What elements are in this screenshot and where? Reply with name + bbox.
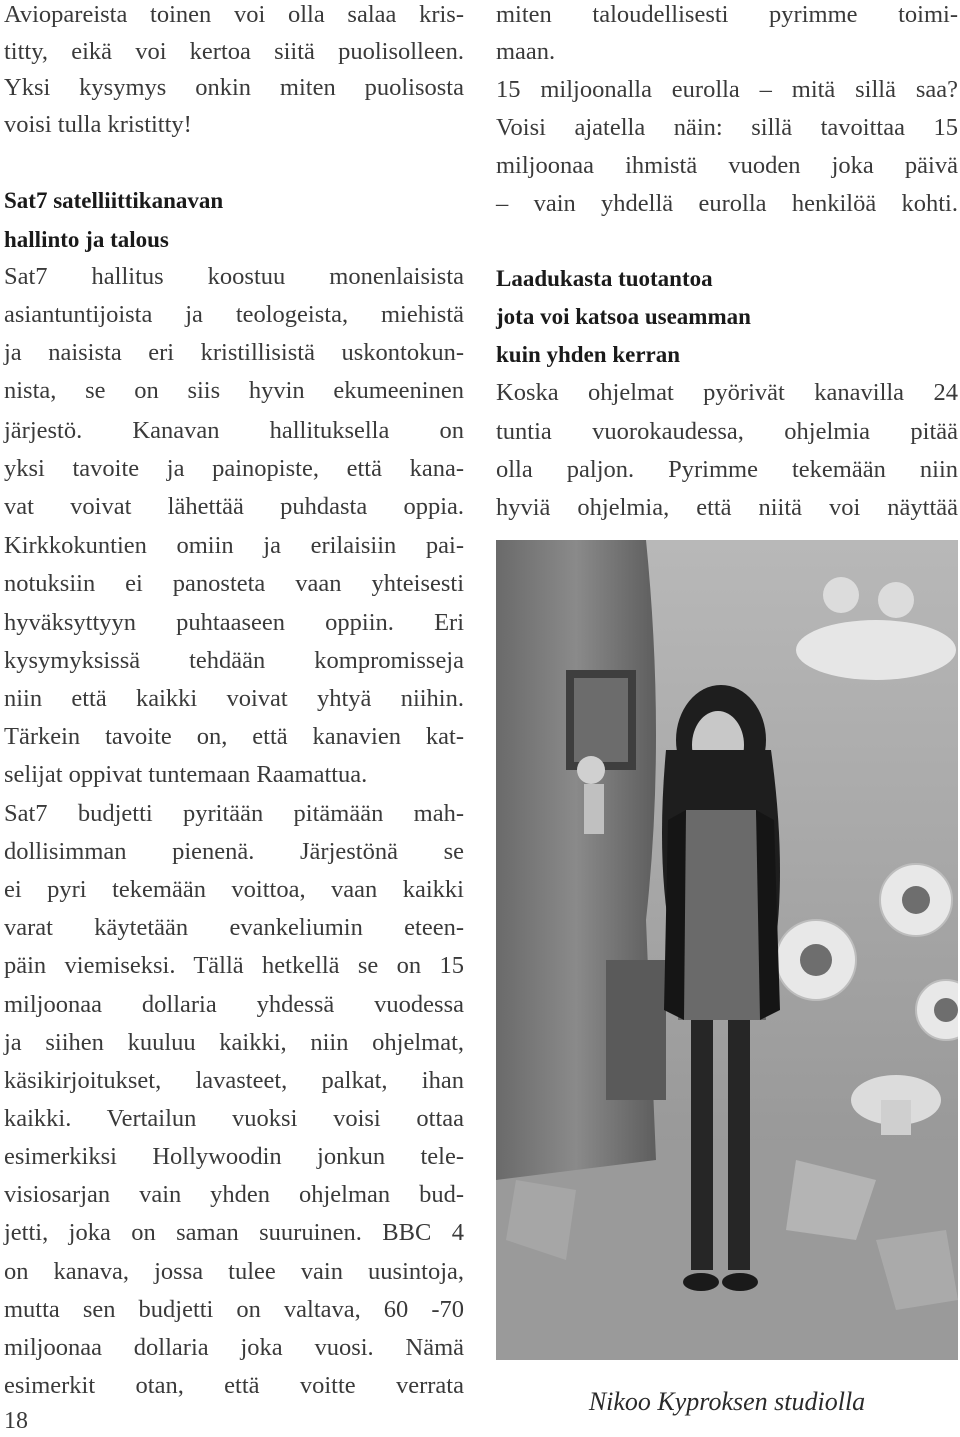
text-line: tuntia vuorokaudessa, ohjelmia pitää [496, 418, 958, 445]
text-line: varat käytetään evankeliumin eteen- [4, 914, 464, 941]
text-line: nista, se on siis hyvin ekumeeninen [4, 377, 464, 404]
text-line: Kirkkokuntien omiin ja erilaisiin pai- [4, 532, 464, 559]
text-line: jetti, joka on saman suuruinen. BBC 4 [4, 1219, 464, 1246]
text-line: Aviopareista toinen voi olla salaa kris- [4, 1, 464, 28]
text-line: esimerkit otan, että voitte verrata [4, 1372, 464, 1399]
text-line: Tärkein tavoite on, että kanavien kat- [4, 723, 464, 750]
text-line: visiosarjan vain yhden ohjelman bud- [4, 1181, 464, 1208]
text-line: on kanava, jossa tulee vain uusintoja, [4, 1258, 464, 1285]
text-line: yksi tavoite ja painopiste, että kana- [4, 455, 464, 482]
section-heading: jota voi katsoa useamman [496, 304, 751, 329]
section-heading: Laadukasta tuotantoa [496, 266, 713, 291]
text-line: hyviä ohjelmia, että niitä voi näyttää [496, 494, 958, 521]
text-line: hyväksyttyyn puhtaaseen oppiin. Eri [4, 609, 464, 636]
text-line: miljoonaa ihmistä vuoden joka päivä [496, 152, 958, 179]
text-line: miten taloudellisesti pyrimme toimi- [496, 1, 958, 28]
text-line: Sat7 budjetti pyritään pitämään mah- [4, 800, 464, 827]
section-heading: kuin yhden kerran [496, 342, 681, 367]
text-line: – vain yhdellä eurolla henkilöä kohti. [496, 190, 958, 217]
page-number: 18 [4, 1408, 28, 1434]
text-line: esimerkiksi Hollywoodin jonkun tele- [4, 1143, 464, 1170]
studio-photo-illustration [496, 540, 958, 1360]
text-line: maan. [496, 38, 556, 65]
text-line: voisi tulla kristitty! [4, 111, 192, 138]
text-line: käsikirjoitukset, lavasteet, palkat, ihan [4, 1067, 464, 1094]
text-line: titty, eikä voi kertoa siitä puolisolleen. [4, 38, 464, 65]
text-line: 15 miljoonalla eurolla – mitä sillä saa? [496, 76, 958, 103]
text-line: Sat7 hallitus koostuu monenlaisista [4, 263, 464, 290]
text-line: notuksiin ei panosteta vaan yhteisesti [4, 570, 464, 597]
text-line: kaikki. Vertailun vuoksi voisi ottaa [4, 1105, 464, 1132]
section-heading: Sat7 satelliittikanavan [4, 188, 224, 213]
text-line: miljoonaa dollaria joka vuosi. Nämä [4, 1334, 464, 1361]
photo-caption: Nikoo Kyproksen studiolla [588, 1387, 866, 1416]
section-heading: hallinto ja talous [4, 227, 169, 252]
text-line: Voisi ajatella näin: sillä tavoittaa 15 [496, 114, 958, 141]
text-line: päin viemiseksi. Tällä hetkellä se on 15 [4, 952, 464, 979]
text-line: kysymyksissä tehdään kompromisseja [4, 647, 464, 674]
text-line: ja naisista eri kristillisistä uskontokun- [4, 339, 464, 366]
text-line: ja siihen kuuluu kaikki, niin ohjelmat, [4, 1029, 464, 1056]
text-line: olla paljon. Pyrimme tekemään niin [496, 456, 958, 483]
text-line: niin että kaikki voivat yhtyä niihin. [4, 685, 464, 712]
text-line: asiantuntijoista ja teologeista, miehistä [4, 301, 464, 328]
text-line: Koska ohjelmat pyörivät kanavilla 24 [496, 379, 958, 406]
text-line: miljoonaa dollaria yhdessä vuodessa [4, 991, 464, 1018]
photo [496, 540, 958, 1360]
text-line: järjestö. Kanavan hallituksella on [4, 417, 464, 444]
text-line: selijat oppivat tuntemaan Raamattua. [4, 761, 368, 788]
text-line: Yksi kysymys onkin miten puolisosta [4, 74, 464, 101]
text-line: vat voivat lähettää puhdasta oppia. [4, 493, 464, 520]
text-line: dollisimman pienenä. Järjestönä se [4, 838, 464, 865]
text-line: mutta sen budjetti on valtava, 60 -70 [4, 1296, 464, 1323]
text-line: ei pyri tekemään voittoa, vaan kaikki [4, 876, 464, 903]
